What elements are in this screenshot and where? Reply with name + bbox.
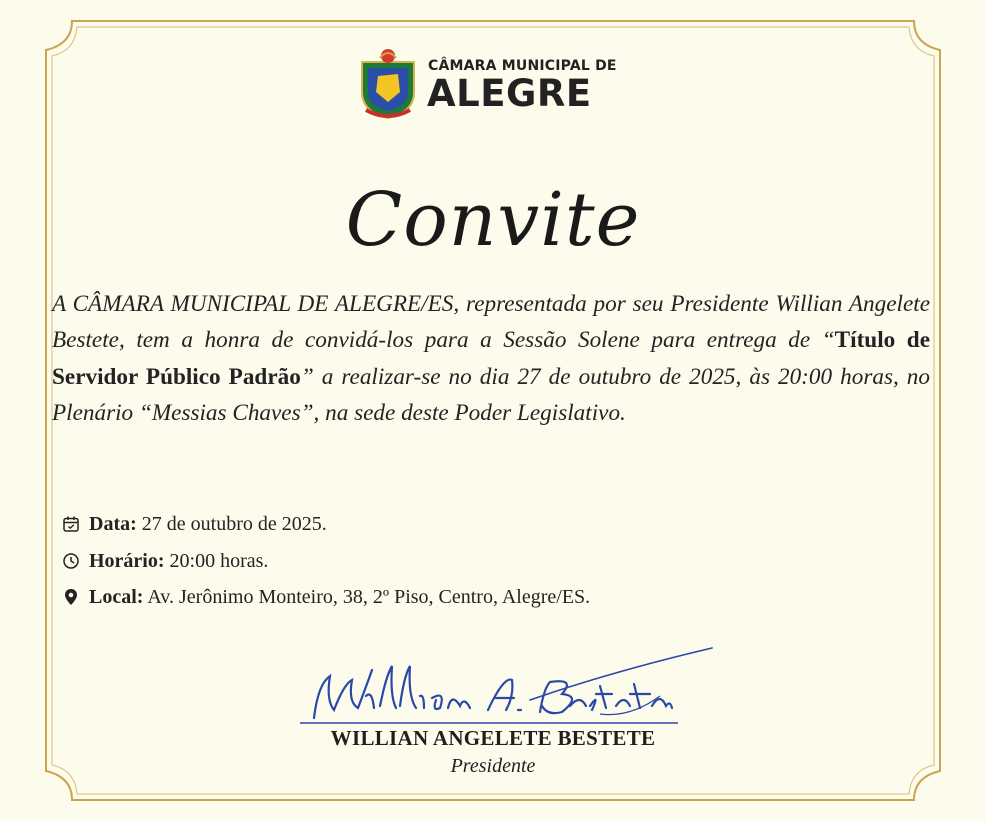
calendar-icon — [62, 515, 80, 533]
invitation-paragraph — [52, 286, 930, 432]
clock-icon — [62, 552, 80, 570]
handwritten-signature — [300, 636, 720, 732]
location-label: Local: — [89, 586, 144, 608]
date-label: Data: — [89, 513, 137, 535]
header-logo — [356, 46, 628, 122]
paragraph-text-part1: A CÂMARA MUNICIPAL DE ALEGRE/ES, representada por seu Presidente Willian Angelete Bestete, tem a honra de convidá-los para a Sessão Solene para entrega de “ — [52, 291, 930, 354]
org-name-line2: ALEGRE — [427, 72, 592, 115]
org-name-line1: CÂMARA MUNICIPAL DE — [428, 58, 617, 74]
paragraph-text-part2: ” a realizar-se no dia 27 de outubro de 2025, às 20:00 horas, no Plenário “Messias Chaves”, na sede deste Poder Legislativo. — [52, 363, 930, 427]
signer-name: WILLIAN ANGELETE BESTETE — [330, 726, 656, 750]
map-pin-icon — [62, 588, 80, 606]
award-title: Título de Servidor Público Padrão — [52, 327, 930, 390]
date-value: 27 de outubro de 2025. — [141, 513, 327, 535]
time-value: 20:00 horas. — [169, 549, 269, 572]
signer-role: Presidente — [450, 755, 536, 777]
time-label: Horário: — [89, 549, 165, 572]
page-title: Convite — [345, 177, 641, 263]
coat-of-arms-emblem — [356, 46, 420, 122]
location-value: Av. Jerônimo Monteiro, 38, 2º Piso, Centro, Alegre/ES. — [147, 586, 591, 608]
